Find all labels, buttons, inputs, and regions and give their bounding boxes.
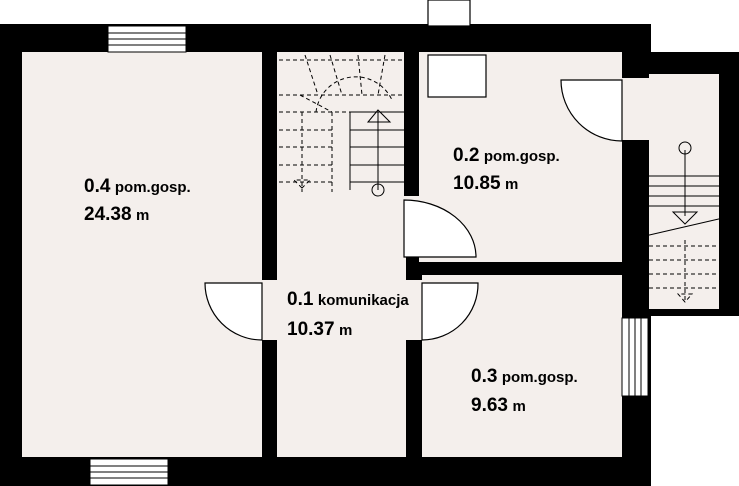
room-area-0.4 xyxy=(84,205,149,224)
room-0.4-floor xyxy=(22,52,262,457)
room-number: 0.4 xyxy=(84,176,111,197)
room-label-0.2 xyxy=(453,146,560,165)
room-area: 9.63 xyxy=(471,395,508,416)
room-area-0.3 xyxy=(471,396,526,415)
room-area: 24.38 xyxy=(84,204,132,225)
window-top xyxy=(108,26,186,52)
ventilation-block xyxy=(428,55,486,97)
corridor-floor xyxy=(277,257,406,457)
window-right xyxy=(622,318,648,396)
room-name: komunikacja xyxy=(317,292,409,309)
room-area-unit: m xyxy=(136,207,150,224)
room-label-0.1 xyxy=(287,290,409,309)
window-bottom xyxy=(90,459,168,485)
room-label-0.4 xyxy=(84,177,191,196)
room-area-unit: m xyxy=(505,176,519,193)
door-opening-stair xyxy=(618,78,653,140)
room-area-0.1 xyxy=(287,320,352,339)
room-area: 10.85 xyxy=(453,173,501,194)
room-label-0.3 xyxy=(471,367,578,386)
room-area-0.2 xyxy=(453,174,518,193)
room-number: 0.1 xyxy=(287,289,314,310)
chimney xyxy=(428,0,470,26)
room-area-unit: m xyxy=(339,322,353,339)
room-number: 0.3 xyxy=(471,366,498,387)
room-name: pom.gosp. xyxy=(114,179,191,196)
room-name: pom.gosp. xyxy=(501,369,578,386)
room-area-unit: m xyxy=(512,398,526,415)
room-number: 0.2 xyxy=(453,145,480,166)
room-area: 10.37 xyxy=(287,319,335,340)
room-name: pom.gosp. xyxy=(483,148,560,165)
stair-hall-floor xyxy=(277,52,404,257)
